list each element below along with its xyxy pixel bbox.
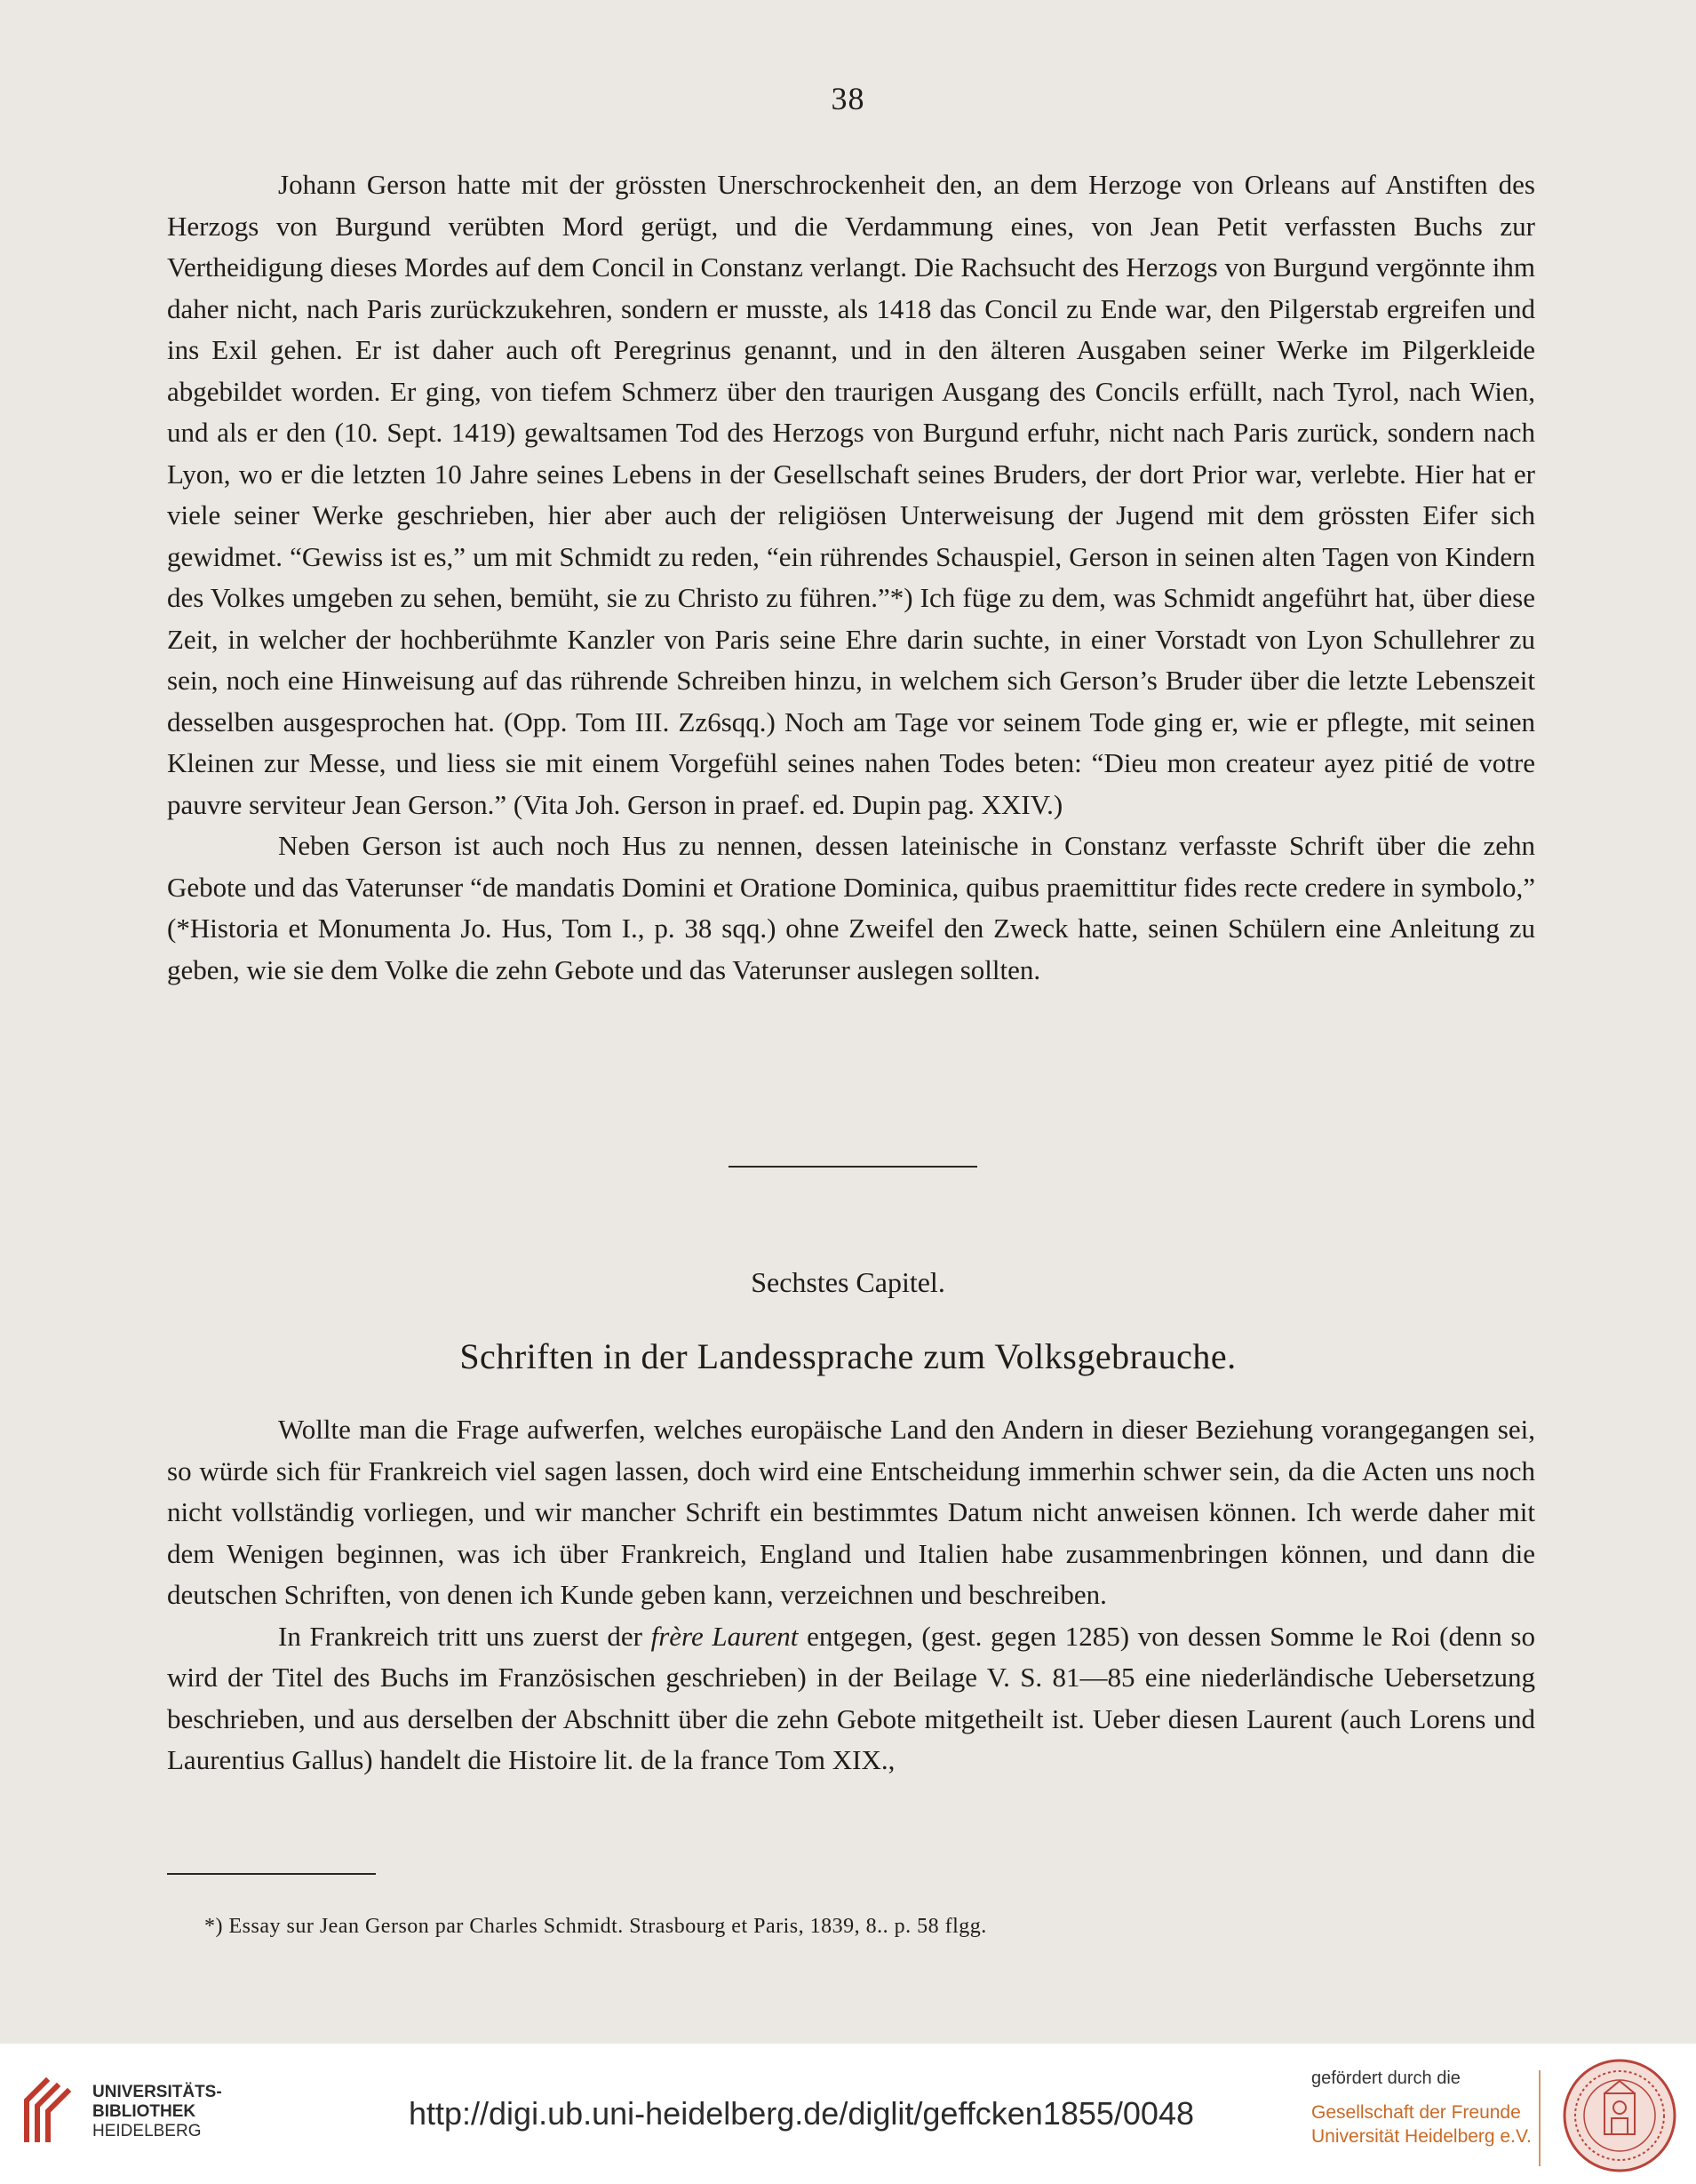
funding-label: gefördert durch die bbox=[1311, 2068, 1461, 2088]
digitization-footer bbox=[0, 2044, 1696, 2184]
ub-heidelberg-logo-icon[interactable] bbox=[20, 2074, 75, 2145]
paragraph-frere-laurent-end: entgegen, (gest. gegen 1285) von dessen Somme le Roi (denn so wird der Titel des Buchs im Französischen geschrieben) in der Beilage V. S. 81—85 eine niederländische Uebersetzung beschrieben, und aus derselben der Abschnitt über die zehn Gebote mitgetheilt ist. Ueber diesen Laurent (auch Lorens und Laurentius Gallus) handelt die Histoire lit. de la france Tom XIX., bbox=[167, 1620, 1535, 1775]
library-line-3: HEIDELBERG bbox=[92, 2122, 202, 2140]
frere-laurent-italic: frère Laurent bbox=[650, 1620, 799, 1652]
university-seal-icon bbox=[1562, 2058, 1677, 2173]
permalink-url[interactable]: http://digi.ub.uni-heidelberg.de/diglit/geffcken1855/0048 bbox=[408, 2095, 1194, 2132]
text-block-before-chapter bbox=[167, 164, 1535, 991]
section-divider bbox=[729, 1166, 977, 1168]
library-line-1: UNIVERSITÄTS- bbox=[92, 2083, 222, 2101]
chapter-title: Schriften in der Landessprache zum Volksgebrauche. bbox=[459, 1336, 1237, 1376]
page-number: 38 bbox=[831, 81, 865, 116]
library-name[interactable] bbox=[92, 2083, 222, 2141]
funder-name[interactable] bbox=[1311, 2100, 1532, 2148]
chapter-number: Sechstes Capitel. bbox=[751, 1266, 945, 1298]
paragraph-frere-laurent bbox=[167, 1616, 1535, 1781]
paragraph-hus: Neben Gerson ist auch noch Hus zu nennen, dessen lateinische in Constanz verfasste Schrift über die zehn Gebote und das Vaterunser “de mandatis Domini et Oratione Dominica, quibus praemittitur fides recte credere in symbolo,” (*Historia et Monumenta Jo. Hus, Tom I., p. 38 sqq.) ohne Zweifel den Zweck hatte, seinen Schülern eine Anleitung zu geben, wie sie dem Volke die zehn Gebote und das Vaterunser auslegen sollten. bbox=[167, 830, 1535, 985]
paragraph-frankreich-frage: Wollte man die Frage aufwerfen, welches europäische Land den Andern in dieser Beziehung vorangegangen sei, so würde sich für Frankreich viel sagen lassen, doch wird eine Entscheidung immerhin schwer sein, da die Acten uns noch nicht vollständig vorliegen, und wir mancher Schrift ein bestimmtes Datum nicht anweisen können. Ich werde daher mit dem Wenigen beginnen, was ich über Frankreich, England und Italien habe zusammenbringen können, und dann die deutschen Schriften, von denen ich Kunde geben kann, verzeichnen und beschreiben. bbox=[167, 1414, 1535, 1610]
library-line-2: BIBLIOTHEK bbox=[92, 2102, 196, 2121]
funder-divider bbox=[1539, 2070, 1541, 2166]
paragraph-gerson: Johann Gerson hatte mit der grössten Unerschrockenheit den, an dem Herzoge von Orleans auf Anstiften des Herzogs von Burgund verübten Mord gerügt, und die Verdammung eines, von Jean Petit verfassten Buchs zur Vertheidigung dieses Mordes auf dem Concil in Constanz verlangt. Die Rachsucht des Herzogs von Burgund vergönnte ihm daher nicht, nach Paris zurückzukehren, sondern er musste, als 1418 das Concil zu Ende war, den Pilgerstab ergreifen und ins Exil gehen. Er ist daher auch oft Peregrinus genannt, und in den älteren Ausgaben seiner Werke im Pilgerkleide abgebildet worden. Er ging, von tiefem Schmerz über den traurigen Ausgang des Concils erfüllt, nach Tyrol, nach Wien, und als er den (10. Sept. 1419) gewaltsamen Tod des Herzogs von Burgund erfuhr, nicht nach Paris zurück, sondern nach Lyon, wo er die letzten 10 Jahre seines Lebens in der Gesellschaft seines Bruders, der dort Prior war, verlebte. Hier hat er viele seiner Werke geschrieben, hier aber auch der religiösen Unterweisung der Jugend mit dem grössten Eifer sich gewidmet. “Gewiss ist es,” um mit Schmidt zu reden, “ein rührendes Schauspiel, Gerson in seinen alten Tagen von Kindern des Volkes umgeben zu sehen, bemüht, sie zu Christo zu führen.”*) Ich füge zu dem, was Schmidt angeführt hat, über diese Zeit, in welcher der hochberühmte Kanzler von Paris seine Ehre darin suchte, in einer Vorstadt von Lyon Schullehrer zu sein, noch eine Hinweisung auf das rührende Schreiben hinzu, in welchem sich Gerson’s Bruder über die letzte Lebenszeit desselben ausgesprochen hat. (Opp. Tom III. Zz6sqq.) Noch am Tage vor seinem Tode ging er, wie er pflegte, mit seinen Kleinen zur Messe, und liess sie mit einem Vorgefühl seines nahen Todes beten: “Dieu mon createur ayez pitié de votre pauvre serviteur Jean Gerson.” (Vita Joh. Gerson in praef. ed. Dupin pag. XXIV.) bbox=[167, 169, 1535, 820]
footnote-rule bbox=[167, 1873, 376, 1875]
funder-line-1: Gesellschaft der Freunde bbox=[1311, 2102, 1521, 2123]
text-block-chapter bbox=[167, 1409, 1535, 1781]
funder-line-2: Universität Heidelberg e.V. bbox=[1311, 2126, 1532, 2147]
footnote: *) Essay sur Jean Gerson par Charles Schmidt. Strasbourg et Paris, 1839, 8.. p. 58 flgg. bbox=[204, 1915, 987, 1938]
paragraph-frere-laurent-start: In Frankreich tritt uns zuerst der bbox=[278, 1620, 651, 1652]
